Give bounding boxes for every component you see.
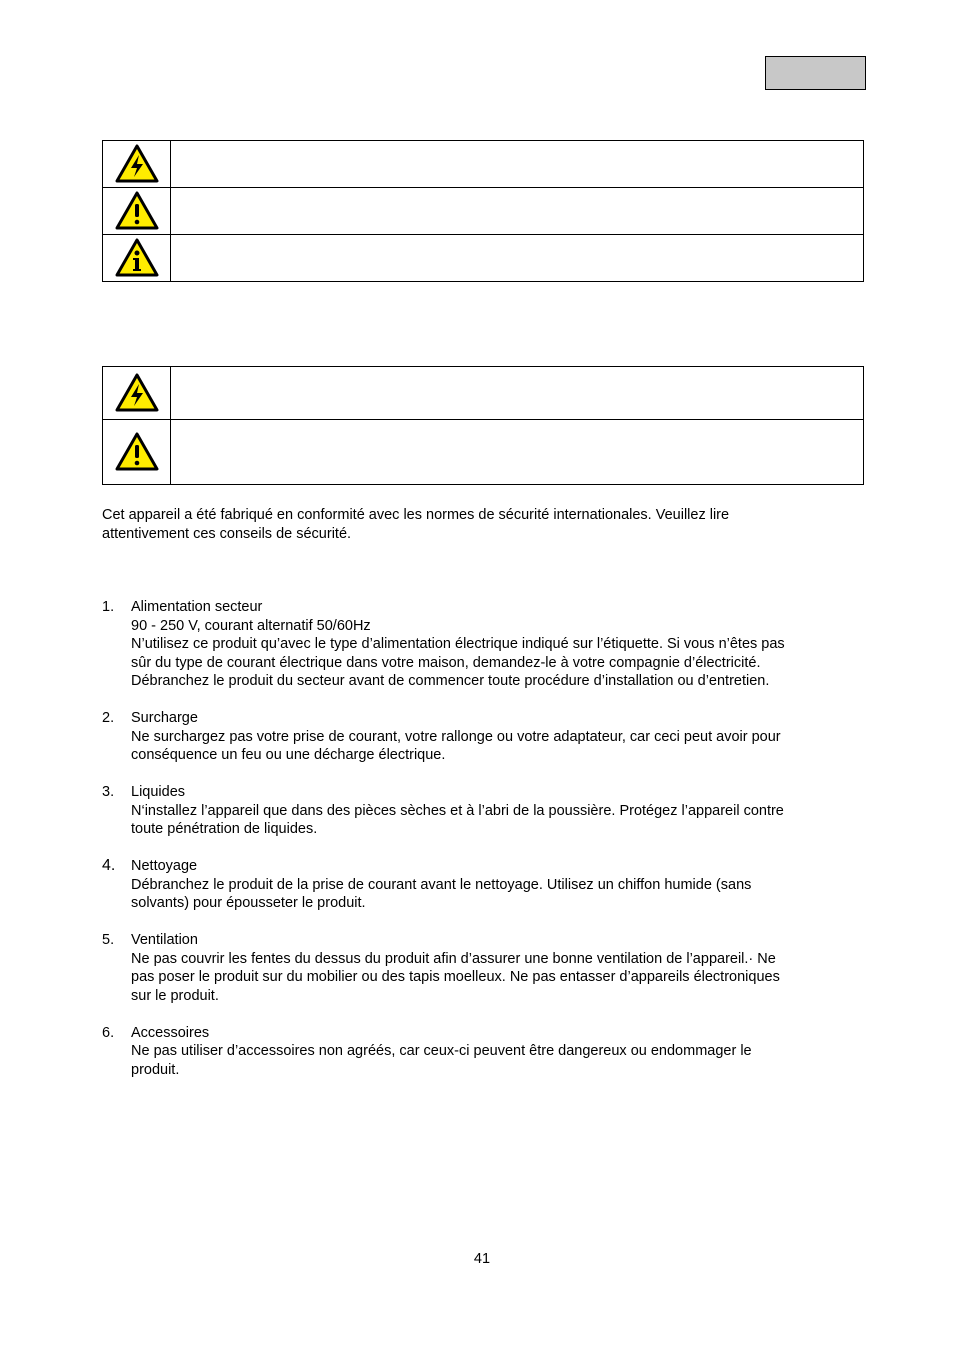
item-text-line: sur le produit. xyxy=(131,987,219,1004)
item-text-line: toute pénétration de liquides. xyxy=(131,821,318,837)
intro-line: Cet appareil a été fabriqué en conformité avec les normes de sécurité internationales. Veuillez lire xyxy=(102,507,730,523)
safety-instructions-list xyxy=(102,598,862,1079)
item-text-line: 90 - 250 V, courant alternatif 50/60Hz xyxy=(131,617,371,634)
high-voltage-warning-icon xyxy=(103,373,170,413)
item-number: 1. xyxy=(102,599,115,615)
symbol-description xyxy=(171,141,864,188)
item-number: 6. xyxy=(102,1024,115,1041)
item-text-line: pas poser le produit sur du mobilier ou des tapis moelleux. Ne pas entasser d’appareils électroniques xyxy=(131,969,780,985)
symbol-description xyxy=(171,367,864,420)
item-number: 5. xyxy=(102,932,115,948)
symbol-table-2 xyxy=(102,366,864,485)
item-text-line: solvants) pour épousseter le produit. xyxy=(131,895,366,911)
exclamation-warning-icon xyxy=(103,432,170,472)
item-text-line: produit. xyxy=(131,1061,180,1078)
item-text-line: Ne pas utiliser d’accessoires non agréés, car ceux-ci peuvent être dangereux ou endommager le xyxy=(131,1043,752,1059)
intro-line: attentivement ces conseils de sécurité. xyxy=(102,526,352,542)
item-text-line: Ne surchargez pas votre prise de courant, votre rallonge ou votre adaptateur, car ceci peut avoir pour xyxy=(131,728,781,745)
high-voltage-warning-icon xyxy=(103,144,170,184)
symbol-row xyxy=(103,420,864,485)
exclamation-warning-icon xyxy=(103,191,170,231)
language-tab xyxy=(765,56,866,90)
item-title: Nettoyage xyxy=(131,858,198,874)
item-text-line: N‘installez l’appareil que dans des pièces sèches et à l’abri de la poussière. Protégez l’appareil contre xyxy=(131,802,784,819)
item-text-line: conséquence un feu ou une décharge électrique. xyxy=(131,747,446,763)
item-text-line: sûr du type de courant électrique dans votre maison, demandez-le à votre compagnie d’électricité. xyxy=(131,654,761,671)
symbol-table-1 xyxy=(102,140,864,282)
symbol-row xyxy=(103,367,864,420)
symbol-description xyxy=(171,188,864,235)
item-title: Ventilation xyxy=(131,932,198,948)
symbol-description xyxy=(171,235,864,282)
symbol-row xyxy=(103,235,864,282)
item-title: Accessoires xyxy=(131,1024,210,1041)
list-item xyxy=(102,783,862,839)
item-title: Surcharge xyxy=(131,710,198,726)
item-text-line: Ne pas couvrir les fentes du dessus du produit afin d’assurer une bonne ventilation de l’appareil.· Ne xyxy=(131,950,776,967)
information-icon xyxy=(103,238,170,278)
item-title: Alimentation secteur xyxy=(131,599,263,615)
item-text-line: N’utilisez ce produit qu’avec le type d’alimentation électrique indiqué sur l’étiquette. Si vous n’êtes pas xyxy=(131,636,785,652)
list-item xyxy=(102,931,862,1005)
item-number: 3. xyxy=(102,784,115,800)
list-item xyxy=(102,1024,862,1080)
item-text-line: Débranchez le produit du secteur avant de commencer toute procédure d’installation ou d’entretien. xyxy=(131,673,770,689)
list-item xyxy=(102,709,862,765)
page-number: 41 xyxy=(473,1251,491,1267)
intro-paragraph xyxy=(102,506,862,544)
list-item xyxy=(102,598,862,691)
symbol-row xyxy=(103,141,864,188)
symbol-description xyxy=(171,420,864,485)
item-number: 2. xyxy=(102,710,115,726)
symbol-row xyxy=(103,188,864,235)
item-title: Liquides xyxy=(131,784,186,800)
item-number: 4. xyxy=(102,857,116,874)
list-item xyxy=(102,857,862,913)
item-text-line: Débranchez le produit de la prise de courant avant le nettoyage. Utilisez un chiffon humide (sans xyxy=(131,876,752,893)
